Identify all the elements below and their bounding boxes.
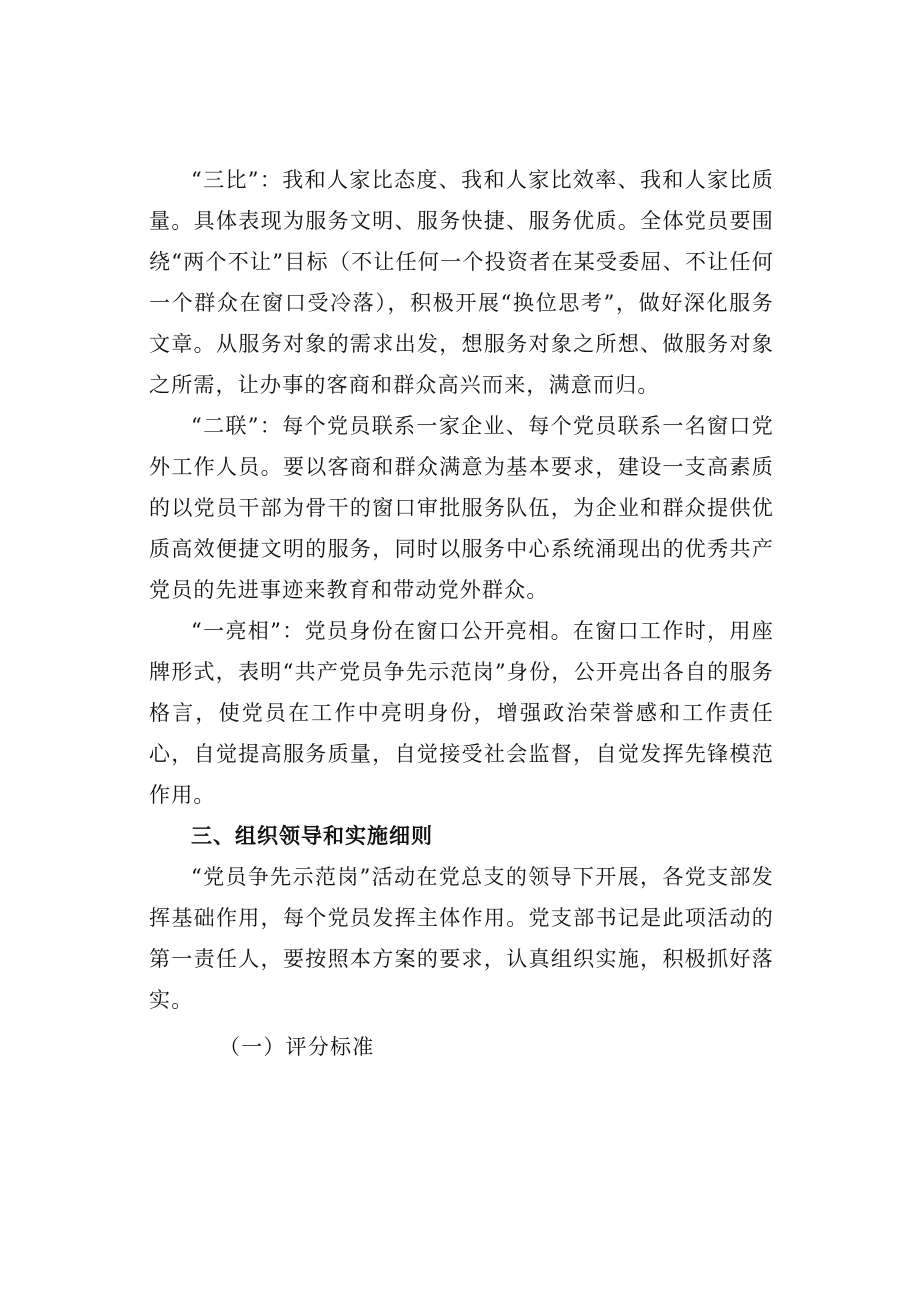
subheading-scoring-criteria: （一）评分标准 [219, 1035, 375, 1059]
paragraph-er-lian: “二联”：每个党员联系一家企业、每个党员联系一名窗口党外工作人员。要以客商和群众满意为基本要求，建设一支高素质的以党员干部为骨干的窗口审批服务队伍，为企业和群众提供优质高效便捷文明的服务，同时以服务中心系统涌现出的优秀共产党员的先进事迹来教育和带动党外群众。 [149, 414, 774, 602]
document-body [149, 160, 774, 1068]
section-heading: 三、组织领导和实施细则 [191, 824, 433, 848]
paragraph-yi-liang-xiang: “一亮相”：党员身份在窗口公开亮相。在窗口工作时，用座牌形式，表明“共产党员争先示范岗”身份，公开亮出各自的服务格言，使党员在工作中亮明身份，增强政治荣誉感和工作责任心，自觉提高服务质量，自觉接受社会监督，自觉发挥先锋模范作用。 [149, 619, 774, 807]
paragraph-san-bi: “三比”：我和人家比态度、我和人家比效率、我和人家比质量。具体表现为服务文明、服务快捷、服务优质。全体党员要围绕“两个不让”目标（不让任何一个投资者在某受委屈、不让任何一个群众在窗口受冷落），积极开展“换位思考”，做好深化服务文章。从服务对象的需求出发，想服务对象之所想、做服务对象之所需，让办事的客商和群众高兴而来，满意而归。 [149, 168, 774, 397]
section-paragraph: “党员争先示范岗”活动在党总支的领导下开展，各党支部发挥基础作用，每个党员发挥主体作用。党支部书记是此项活动的第一责任人，要按照本方案的要求，认真组织实施，积极抓好落实。 [149, 865, 774, 1012]
